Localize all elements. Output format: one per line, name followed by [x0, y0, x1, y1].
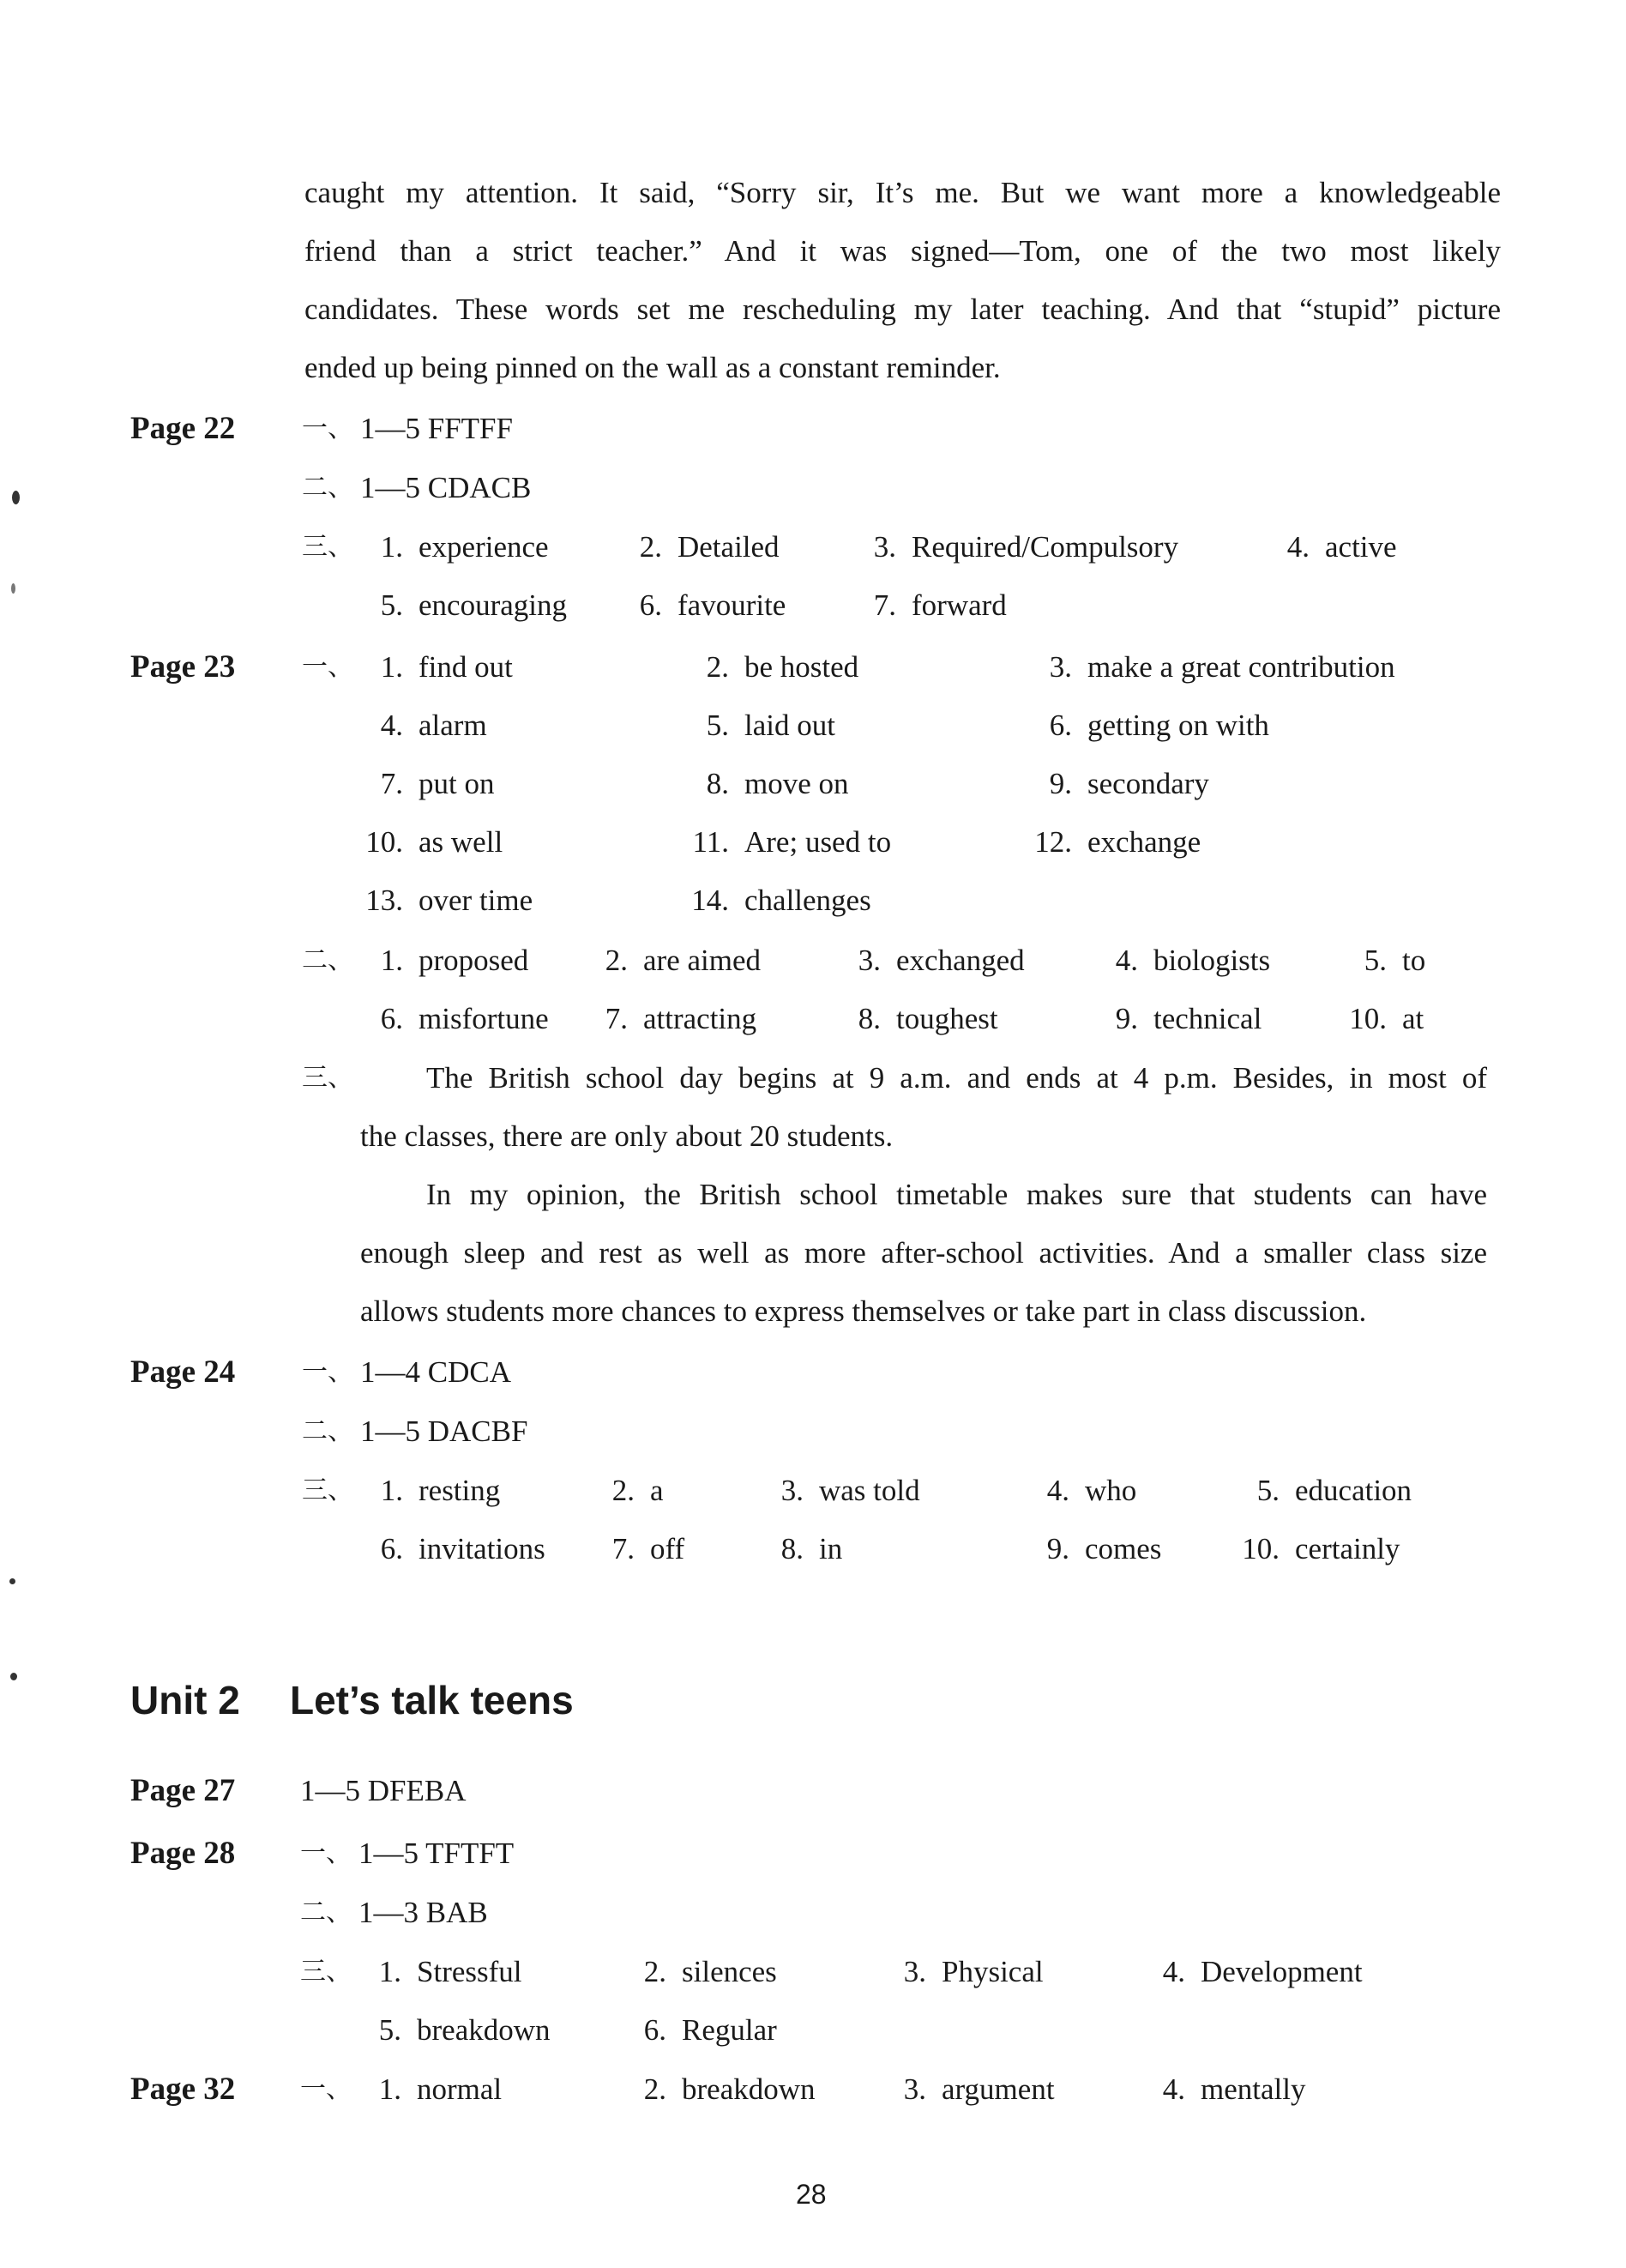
answer-number: 3. — [780, 1474, 804, 1507]
answer-number: 4. — [1162, 1955, 1185, 1988]
answer-text: toughest — [896, 1002, 998, 1035]
answer-number: 8. — [706, 767, 729, 800]
answer-number: 5. — [706, 709, 729, 742]
p24-section-1-mark: 一、 — [302, 1357, 353, 1387]
answer-text: as well — [419, 825, 503, 859]
answer-number: 6. — [380, 1002, 403, 1035]
answer-number: 4. — [1046, 1474, 1069, 1507]
answer-number: 4. — [1286, 530, 1310, 564]
answer-text: put on — [419, 767, 495, 800]
answer-text: alarm — [419, 709, 487, 742]
unit-number: Unit 2 — [130, 1678, 240, 1722]
answer-number: 5. — [380, 588, 403, 622]
p28-section-3-mark: 三、 — [300, 1957, 352, 1987]
answer-number: 3. — [903, 1955, 926, 1988]
answer-text: in — [819, 1532, 843, 1565]
answer-number: 4. — [1115, 944, 1138, 977]
answer-number: 1. — [380, 530, 403, 564]
answer-number: 7. — [605, 1002, 628, 1035]
answer-text: misfortune — [419, 1002, 549, 1035]
answer-text: technical — [1153, 1002, 1262, 1035]
page-32-label: Page 32 — [130, 2072, 236, 2107]
answer-number: 4. — [1162, 2072, 1185, 2106]
p22-section-1-mark: 一、 — [302, 413, 353, 443]
p23-essay-line-5: allows students more chances to express themselves or take part in class discussion. — [360, 1294, 1367, 1328]
answer-number: 1. — [378, 1955, 401, 1988]
answer-number: 6. — [643, 2013, 666, 2047]
answer-text: comes — [1085, 1532, 1162, 1565]
p23-section-3-mark: 三、 — [302, 1063, 353, 1093]
answer-text: over time — [419, 884, 533, 917]
answer-text: off — [650, 1532, 685, 1565]
page-number: 28 — [796, 2179, 827, 2210]
answer-text: silences — [682, 1955, 777, 1988]
answer-number: 10. — [365, 825, 403, 859]
answer-text: a — [650, 1474, 664, 1507]
answer-text: secondary — [1087, 767, 1209, 800]
answer-text: exchanged — [896, 944, 1025, 977]
p23-essay-line-2: the classes, there are only about 20 students. — [360, 1119, 894, 1153]
answer-text: are aimed — [643, 944, 761, 977]
page-24-label: Page 24 — [130, 1354, 236, 1390]
answer-text: laid out — [744, 709, 835, 742]
answer-number: 3. — [858, 944, 881, 977]
p23-section-2-mark: 二、 — [302, 945, 353, 975]
paragraph-line-2: friend than a strict teacher.” And it was signed—Tom, one of the two most likely — [304, 234, 1501, 268]
answer-number: 2. — [611, 1474, 635, 1507]
scan-speck — [10, 1673, 17, 1680]
page-23-label: Page 23 — [130, 649, 236, 685]
answer-number: 3. — [1049, 650, 1072, 684]
p28-section-2-mark: 二、 — [300, 1897, 352, 1927]
scan-speck — [12, 491, 20, 504]
answer-text: Development — [1201, 1955, 1363, 1988]
p28-section-1-mark: 一、 — [300, 1838, 352, 1868]
answer-text: active — [1325, 530, 1397, 564]
answer-text: invitations — [419, 1532, 545, 1565]
p22-section-1-answers: 1—5 FFTFF — [360, 412, 513, 445]
page-27-label: Page 27 — [130, 1773, 236, 1808]
answer-number: 9. — [1046, 1532, 1069, 1565]
answer-number: 7. — [873, 588, 896, 622]
page-28-label: Page 28 — [130, 1836, 236, 1871]
p24-section-3-mark: 三、 — [302, 1475, 353, 1505]
answer-number: 2. — [643, 1955, 666, 1988]
answer-text: exchange — [1087, 825, 1201, 859]
answer-text: be hosted — [744, 650, 859, 684]
paragraph-line-1: caught my attention. It said, “Sorry sir, It’s me. But we want more a knowledgeable — [304, 176, 1501, 209]
answer-number: 6. — [380, 1532, 403, 1565]
p32-section-1-mark: 一、 — [300, 2074, 352, 2104]
answer-number: 14. — [691, 884, 729, 917]
p24-section-2-mark: 二、 — [302, 1416, 353, 1446]
answer-number: 6. — [639, 588, 662, 622]
answer-number: 7. — [611, 1532, 635, 1565]
answer-text: certainly — [1295, 1532, 1400, 1565]
p27-answers: 1—5 DFEBA — [300, 1774, 467, 1807]
answer-number: 2. — [706, 650, 729, 684]
answer-text: who — [1085, 1474, 1137, 1507]
answer-number: 10. — [1349, 1002, 1387, 1035]
answer-number: 2. — [605, 944, 628, 977]
p22-section-3-mark: 三、 — [302, 532, 353, 562]
answer-text: resting — [419, 1474, 501, 1507]
p28-section-2-answers: 1—3 BAB — [358, 1896, 488, 1929]
answer-number: 2. — [643, 2072, 666, 2106]
answer-text: to — [1402, 944, 1426, 977]
answer-text: attracting — [643, 1002, 757, 1035]
paragraph-line-3: candidates. These words set me rescheduling my later teaching. And that “stupid” picture — [304, 293, 1501, 326]
answer-number: 1. — [380, 944, 403, 977]
answer-number: 2. — [639, 530, 662, 564]
answer-text: normal — [417, 2072, 503, 2106]
answer-number: 1. — [380, 650, 403, 684]
answer-text: encouraging — [419, 588, 567, 622]
answer-number: 5. — [1256, 1474, 1280, 1507]
p23-essay-line-4: enough sleep and rest as well as more after-school activities. And a smaller class size — [360, 1236, 1487, 1270]
answer-text: mentally — [1201, 2072, 1306, 2106]
answer-text: forward — [912, 588, 1007, 622]
answer-number: 1. — [378, 2072, 401, 2106]
p23-essay-line-3: In my opinion, the British school timetable makes sure that students can have — [426, 1178, 1487, 1211]
answer-number: 3. — [903, 2072, 926, 2106]
answer-number: 5. — [378, 2013, 401, 2047]
unit-title: Let’s talk teens — [290, 1678, 574, 1722]
p23-section-1-mark: 一、 — [302, 652, 353, 682]
answer-text: getting on with — [1087, 709, 1269, 742]
answer-text: argument — [942, 2072, 1055, 2106]
answer-number: 11. — [692, 825, 729, 859]
answer-number: 6. — [1049, 709, 1072, 742]
answer-number: 8. — [780, 1532, 804, 1565]
answer-text: Detailed — [678, 530, 780, 564]
answer-number: 9. — [1049, 767, 1072, 800]
answer-text: at — [1402, 1002, 1424, 1035]
p23-essay-line-1: The British school day begins at 9 a.m. and ends at 4 p.m. Besides, in most of — [426, 1061, 1487, 1095]
p22-section-2-answers: 1—5 CDACB — [360, 471, 532, 504]
answer-text: Required/Compulsory — [912, 530, 1179, 564]
answer-text: move on — [744, 767, 849, 800]
answer-text: make a great contribution — [1087, 650, 1395, 684]
answer-text: proposed — [419, 944, 529, 977]
p28-section-1-answers: 1—5 TFTFT — [358, 1837, 515, 1870]
p22-section-2-mark: 二、 — [302, 473, 353, 503]
answer-text: Stressful — [417, 1955, 522, 1988]
scan-speck — [9, 1578, 15, 1584]
answer-text: Physical — [942, 1955, 1044, 1988]
answer-number: 3. — [873, 530, 896, 564]
answer-number: 7. — [380, 767, 403, 800]
answer-text: was told — [819, 1474, 920, 1507]
answer-number: 1. — [380, 1474, 403, 1507]
answer-number: 13. — [365, 884, 403, 917]
answer-number: 10. — [1242, 1532, 1280, 1565]
answer-number: 4. — [380, 709, 403, 742]
answer-text: Are; used to — [744, 825, 892, 859]
answer-text: find out — [419, 650, 513, 684]
p24-section-2-answers: 1—5 DACBF — [360, 1414, 528, 1448]
answer-text: Regular — [682, 2013, 777, 2047]
paragraph-line-4: ended up being pinned on the wall as a constant reminder. — [304, 351, 1001, 384]
answer-number: 8. — [858, 1002, 881, 1035]
answer-text: breakdown — [682, 2072, 816, 2106]
answer-text: breakdown — [417, 2013, 551, 2047]
answer-number: 5. — [1364, 944, 1387, 977]
scan-speck — [11, 583, 15, 594]
answer-number: 12. — [1034, 825, 1072, 859]
page-22-label: Page 22 — [130, 411, 236, 446]
answer-text: challenges — [744, 884, 871, 917]
answer-number: 9. — [1115, 1002, 1138, 1035]
answer-text: education — [1295, 1474, 1412, 1507]
p24-section-1-answers: 1—4 CDCA — [360, 1355, 511, 1389]
answer-text: favourite — [678, 588, 786, 622]
answer-text: biologists — [1153, 944, 1271, 977]
answer-text: experience — [419, 530, 549, 564]
